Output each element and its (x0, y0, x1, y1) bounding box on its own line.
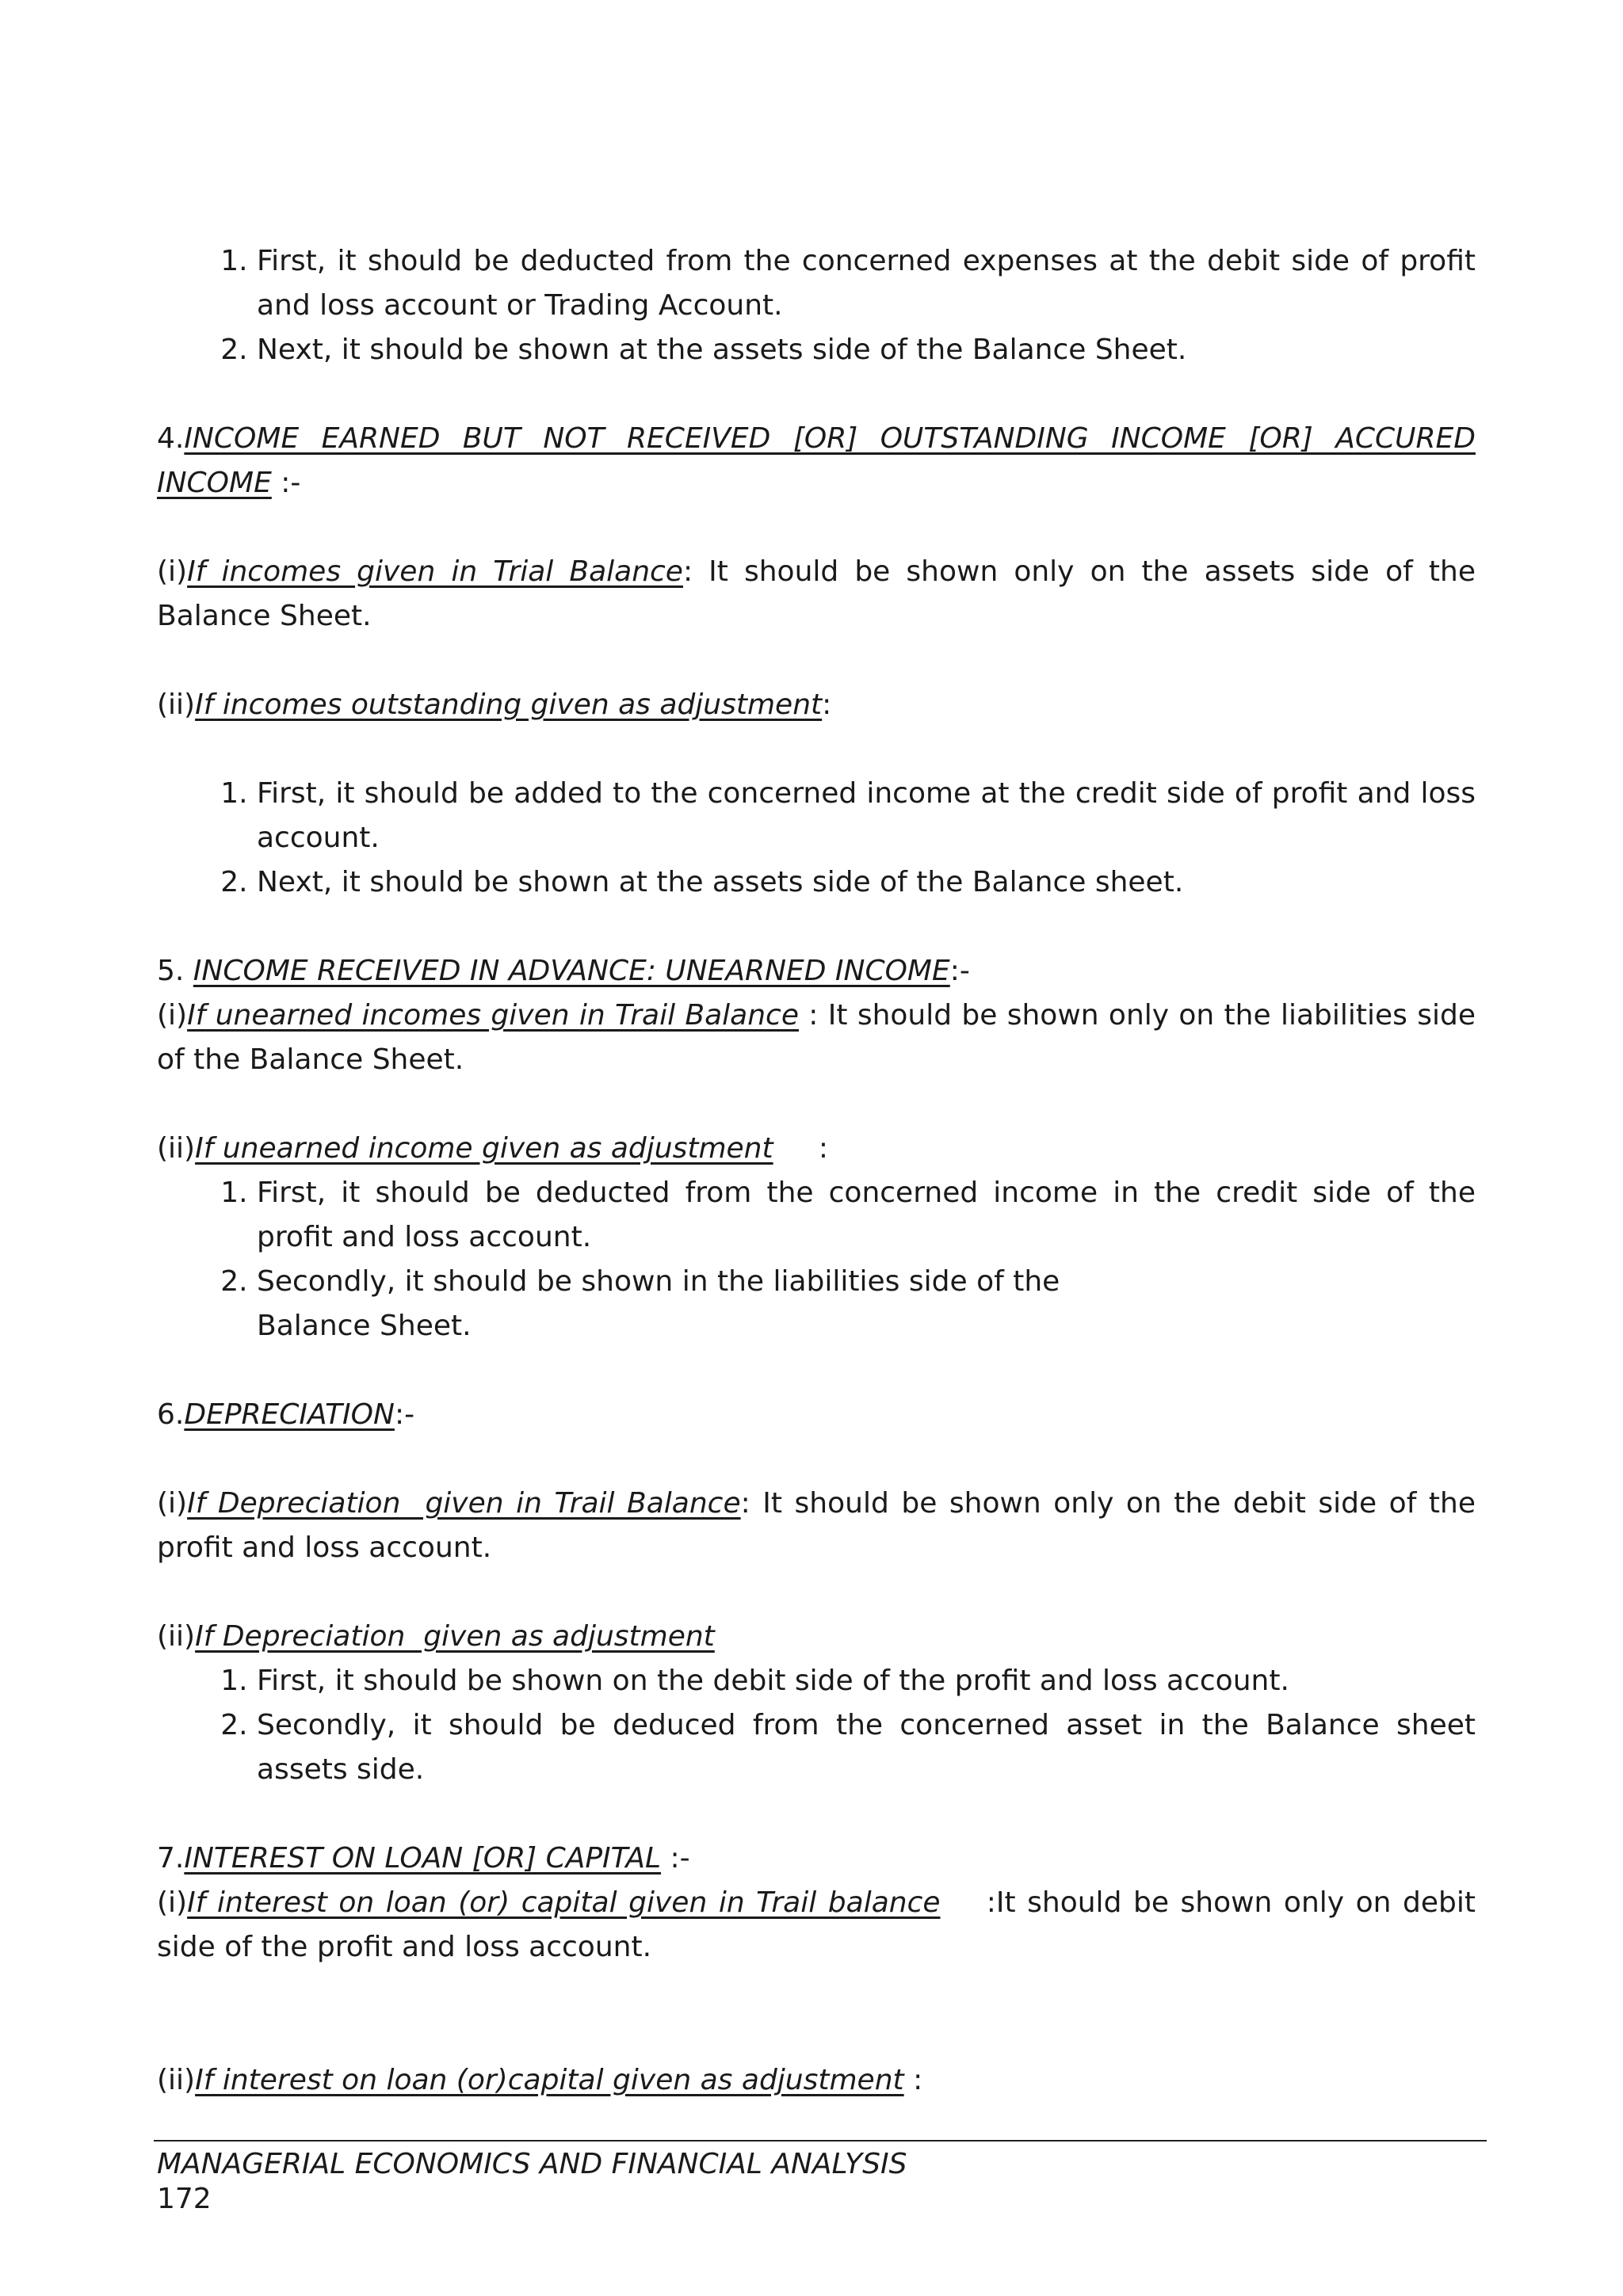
section-4-heading: 4.INCOME EARNED BUT NOT RECEIVED [OR] OUTSTANDING INCOME [OR] ACCURED INCOME :- (157, 422, 1476, 499)
footer-book-title: MANAGERIAL ECONOMICS AND FINANCIAL ANALYSIS (157, 2148, 907, 2180)
list-item: 2. Next, it should be shown at the assets side of the Balance sheet. (257, 860, 1476, 905)
section-6-adjustment-rule: (ii)If Depreciation given as adjustment (157, 1620, 715, 1653)
section-5-trial-balance-rule: (i)If unearned incomes given in Trail Balance : It should be shown only on the liabilities side of the Balance Sheet. (157, 999, 1476, 1076)
section-4-steps-list (157, 772, 1476, 905)
page-footer (157, 2147, 907, 2217)
list-item: 1. First, it should be deducted from the concerned income in the credit side of the profit and loss account. (257, 1171, 1476, 1260)
section-4-trial-balance-rule: (i)If incomes given in Trial Balance: It should be shown only on the assets side of the Balance Sheet. (157, 555, 1476, 632)
page-number: 172 (157, 2183, 212, 2215)
list-item: 1. First, it should be deducted from the concerned expenses at the debit side of profit and loss account or Trading Account. (257, 239, 1476, 328)
list-item: 2. Next, it should be shown at the assets side of the Balance Sheet. (257, 328, 1476, 372)
section-7-heading: 7.INTEREST ON LOAN [OR] CAPITAL :- (157, 1842, 690, 1875)
list-item: 1. First, it should be added to the concerned income at the credit side of profit and loss account. (257, 772, 1476, 860)
section-6-steps-list (157, 1659, 1476, 1792)
section-5-adjustment-rule: (ii)If unearned income given as adjustment : (157, 1132, 828, 1165)
list-item: 2. Secondly, it should be shown in the liabilities side of the Balance Sheet. (257, 1260, 1476, 1348)
section-5-steps-list (157, 1171, 1476, 1348)
section-5-title: INCOME RECEIVED IN ADVANCE: UNEARNED INCOME (193, 955, 950, 987)
list-item: 2. Secondly, it should be deduced from the concerned asset in the Balance sheet assets side. (257, 1703, 1476, 1792)
list-item: 1. First, it should be shown on the debit side of the profit and loss account. (257, 1659, 1476, 1703)
section-4-title: INCOME EARNED BUT NOT RECEIVED [OR] OUTSTANDING INCOME [OR] ACCURED INCOME (157, 422, 1476, 499)
page-content (157, 239, 1485, 2103)
section-6-trial-balance-rule: (i)If Depreciation given in Trail Balance: It should be shown only on the debit side of the profit and loss account. (157, 1487, 1476, 1564)
section-7-trial-balance-rule: (i)If interest on loan (or) capital given in Trail balance :It should be shown only on debit side of the profit and loss account. (157, 1886, 1485, 1963)
footer-divider (154, 2140, 1487, 2142)
section-7-adjustment-rule: (ii)If interest on loan (or)capital given as adjustment : (157, 2064, 923, 2096)
adjustment-steps-list (157, 239, 1476, 372)
section-6-heading: 6.DEPRECIATION:- (157, 1398, 415, 1431)
section-4-adjustment-rule: (ii)If incomes outstanding given as adjustment: (157, 688, 832, 721)
section-6-title: DEPRECIATION (184, 1398, 395, 1431)
section-7-title: INTEREST ON LOAN [OR] CAPITAL (184, 1842, 662, 1875)
section-5-heading: 5. INCOME RECEIVED IN ADVANCE: UNEARNED INCOME:- (157, 955, 970, 987)
